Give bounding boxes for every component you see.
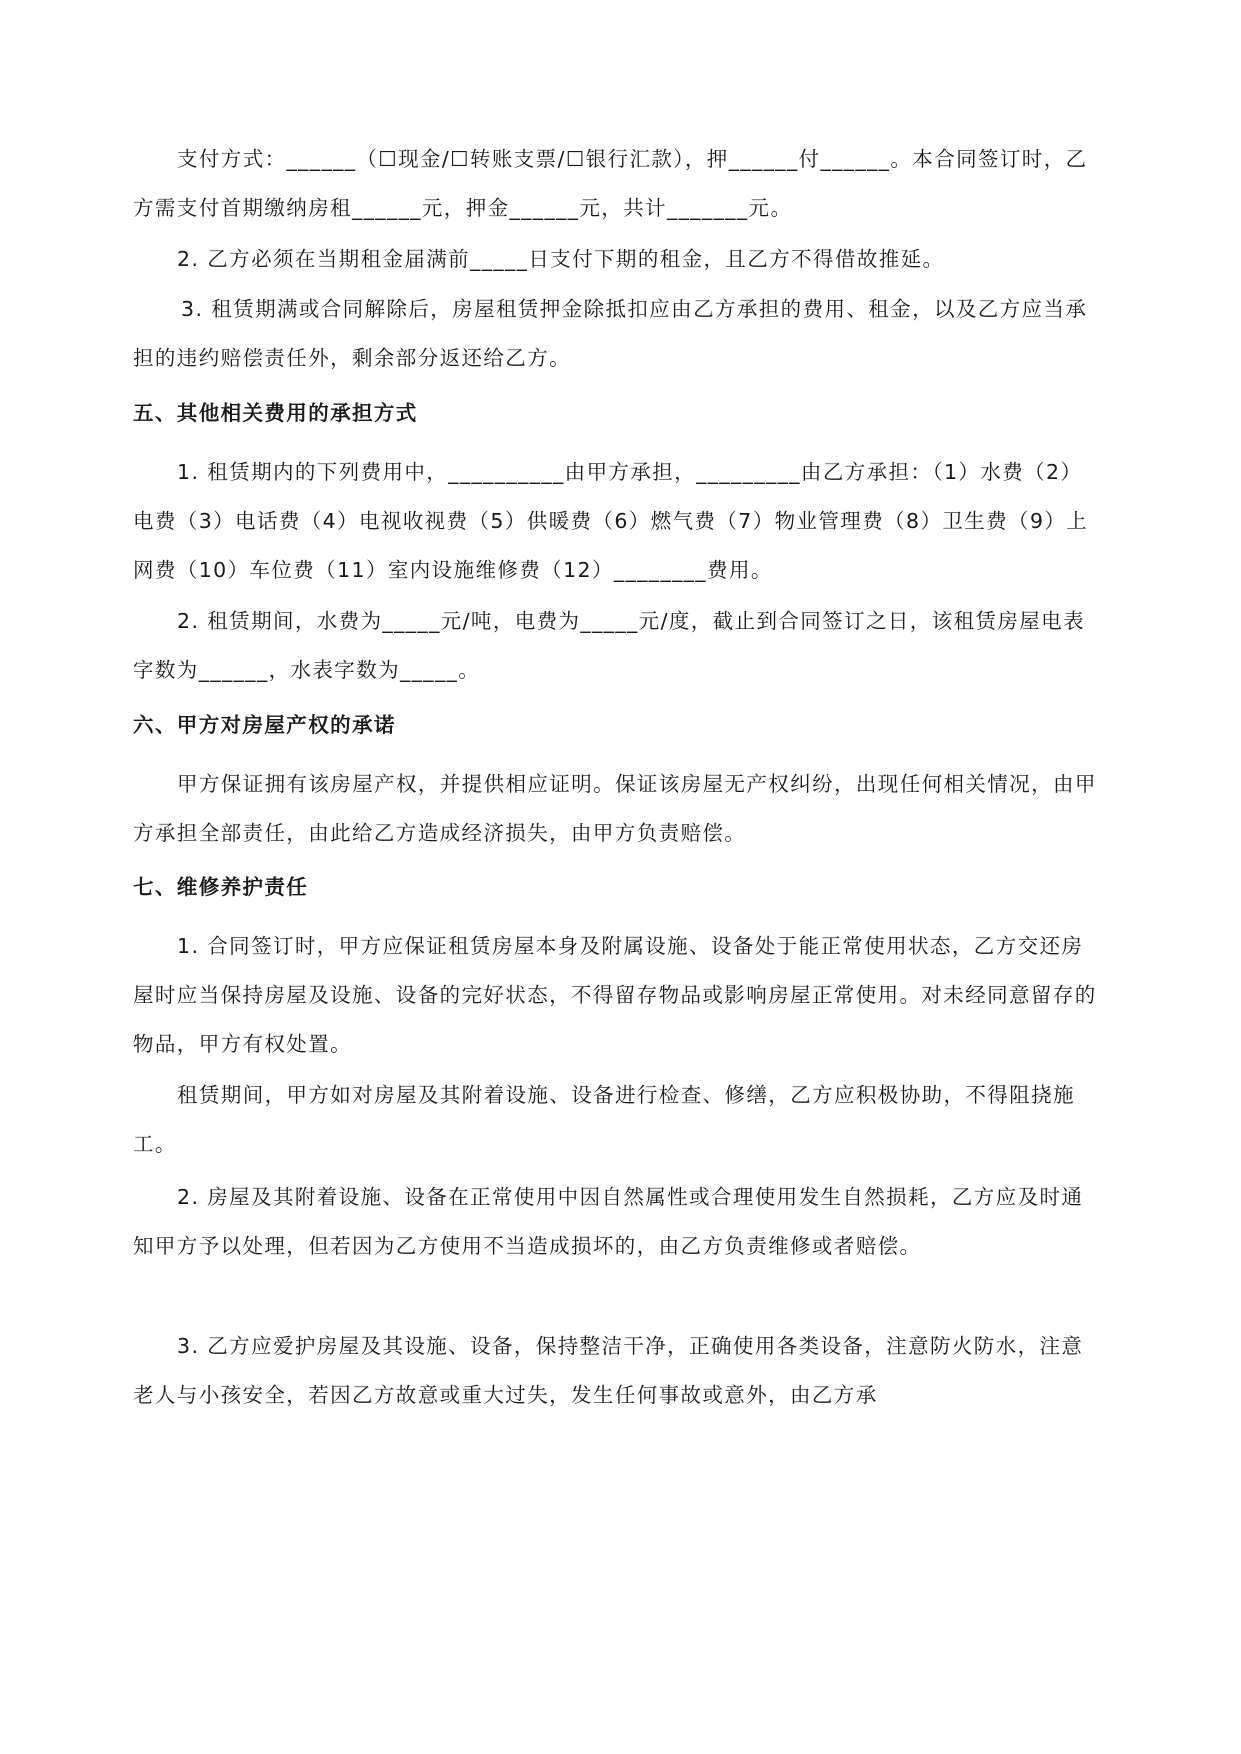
maintenance-clause-3-paragraph: 3. 乙方应爱护房屋及其设施、设备，保持整洁干净，正确使用各类设备，注意防火防水，注意老人与小孩安全，若因乙方故意或重大过失，发生任何事故或意外，由乙方承 [133, 1334, 1084, 1407]
payment-method-paragraph: 支付方式：______（☐现金/☐转账支票/☐银行汇款），押______付______。本合同签订时，乙方需支付首期缴纳房租______元，押金______元，共计_______元。 [133, 147, 1088, 220]
section-seven-heading: 七、维修养护责任 [133, 875, 309, 899]
rent-due-paragraph: 2. 乙方必须在当期租金届满前_____日支付下期的租金，且乙方不得借故推延。 [177, 247, 945, 271]
utility-rates-paragraph: 2. 租赁期间，水费为_____元/吨，电费为_____元/度，截止到合同签订之日，该租赁房屋电表字数为______，水表字数为_____。 [133, 609, 1085, 682]
deposit-return-paragraph: 3. 租赁期满或合同解除后，房屋租赁押金除抵扣应由乙方承担的费用、租金，以及乙方应当承担的违约赔偿责任外，剩余部分返还给乙方。 [133, 297, 1088, 370]
fees-allocation-paragraph: 1. 租赁期内的下列费用中，__________由甲方承担，_________由乙方承担：（1）水费（2）电费（3）电话费（4）电视收视费（5）供暖费（6）燃气费（7）物业管理费（8）卫生费（9）上网费（10）车位费（11）室内设施维修费（12）________费用。 [133, 460, 1089, 582]
inspection-repair-paragraph: 租赁期间，甲方如对房屋及其附着设施、设备进行检查、修缮，乙方应积极协助，不得阻挠施工。 [133, 1083, 1075, 1156]
section-five-heading: 五、其他相关费用的承担方式 [133, 401, 418, 425]
property-rights-paragraph: 甲方保证拥有该房屋产权，并提供相应证明。保证该房屋无产权纠纷，出现任何相关情况，由甲方承担全部责任，由此给乙方造成经济损失，由甲方负责赔偿。 [133, 772, 1097, 845]
maintenance-clause-1-paragraph: 1. 合同签订时，甲方应保证租赁房屋本身及附属设施、设备处于能正常使用状态，乙方交还房屋时应当保持房屋及设施、设备的完好状态，不得留存物品或影响房屋正常使用。对未经同意留存的物品，甲方有权处置。 [133, 934, 1097, 1056]
maintenance-clause-2-paragraph: 2. 房屋及其附着设施、设备在正常使用中因自然属性或合理使用发生自然损耗，乙方应及时通知甲方予以处理，但若因为乙方使用不当造成损坏的，由乙方负责维修或者赔偿。 [133, 1185, 1084, 1258]
section-six-heading: 六、甲方对房屋产权的承诺 [133, 713, 396, 737]
